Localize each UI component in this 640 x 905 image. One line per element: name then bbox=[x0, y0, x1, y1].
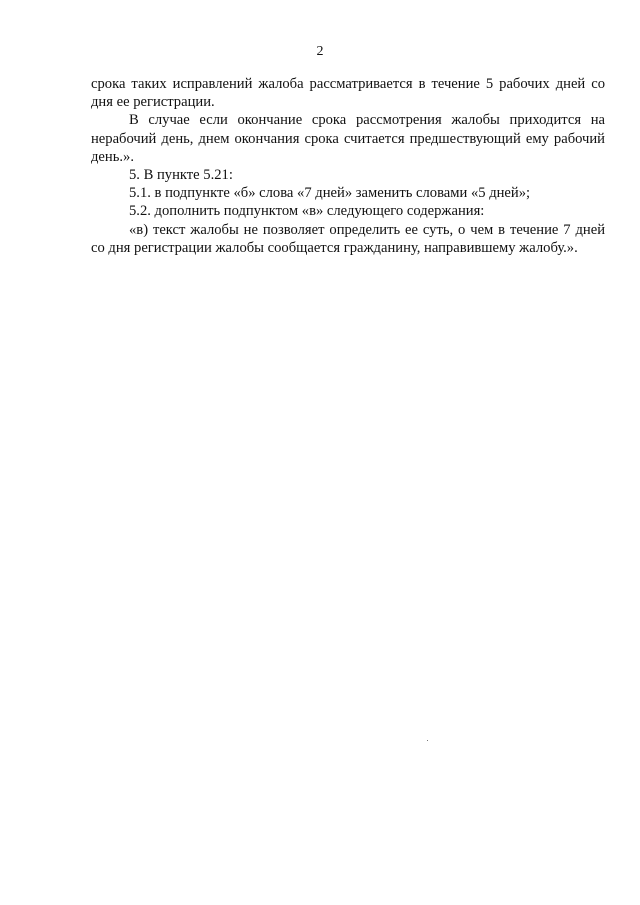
scan-speck bbox=[427, 740, 428, 741]
paragraph-item-5: 5. В пункте 5.21: bbox=[129, 167, 233, 184]
page-number: 2 bbox=[316, 44, 324, 59]
paragraph-deadline-rule: В случае если окончание срока рассмотрения жалобы приходится на нерабочий день, днем окончания срока считается предшествующий ему рабочий день.». bbox=[91, 112, 605, 165]
paragraph-item-5-1: 5.1. в подпункте «б» слова «7 дней» заменить словами «5 дней»; bbox=[129, 185, 531, 202]
paragraph-item-5-2: 5.2. дополнить подпунктом «в» следующего содержания: bbox=[129, 203, 485, 220]
document-body bbox=[91, 75, 605, 257]
paragraph-subitem-v: «в) текст жалобы не позволяет определить ее суть, о чем в течение 7 дней со дня регистрации жалобы сообщается гражданину, направившему жалобу.». bbox=[91, 221, 605, 256]
paragraph-continuation: срока таких исправлений жалоба рассматривается в течение 5 рабочих дней со дня ее регистрации. bbox=[91, 76, 605, 111]
